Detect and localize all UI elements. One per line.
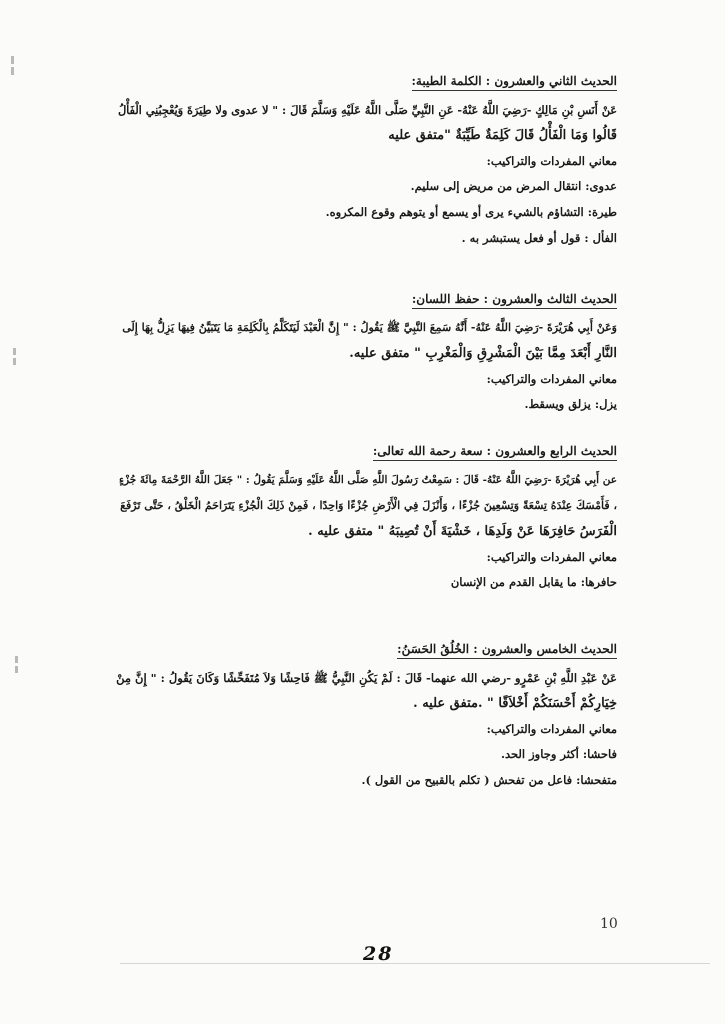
hadith-24-heading: الحديث الرابع والعشرون : سعة رحمة الله تعالى: — [373, 444, 617, 461]
hadith-23-line-2: النَّارِ أَبْعَدَ مِمَّا بَيْنَ الْمَشْرِقِ وَالْمَغْرِبِ " متفق عليه. — [349, 346, 617, 361]
hadith-22-definition-1: عدوى: انتقال المرض من مريض إلى سليم. — [410, 179, 617, 193]
hadith-24-section — [112, 440, 617, 595]
handwritten-page-number: 28 — [363, 943, 394, 965]
hadith-25-line-2: خِيَارِكُمْ أَحْسَنَكُمْ أَخْلاَقًا " .متفق عليه . — [413, 696, 617, 711]
hadith-24-line-2: ، فَأَمْسَكَ عِنْدَهُ تِسْعَةً وَتِسْعِينَ جُزْءًا ، وَأَنْزَلَ فِي الْأَرْضِ جُزْءًا وَاحِدًا ، فَمِنْ ذَلِكَ الْجُزْءِ يَتَرَاحَمُ الْخَلْقُ ، حَتَّى تَرْفَعَ — [120, 499, 617, 512]
hadith-25-definition-2: متفحشا: فاعل من تفحش ( تكلم بالقبيح من القول ). — [361, 773, 617, 787]
hadith-24-line-1: عن أَبِي هُرَيْرَةَ -رَضِيَ اللَّهُ عَنْهُ- قَالَ : سَمِعْتُ رَسُولَ اللَّهِ صَلَّى اللَّهُ عَلَيْهِ وَسَلَّمَ يَقُولُ : " جَعَلَ اللَّهُ الرَّحْمَةَ مِائَةَ جُزْءٍ — [119, 474, 617, 486]
binder-hole-mark — [15, 666, 18, 673]
hadith-25-vocab-heading: معاني المفردات والتراكيب: — [486, 722, 617, 736]
hadith-22-line-2: قَالُوا وَمَا الْفَأْلُ قَالَ كَلِمَةٌ طَيِّبَةٌ "متفق عليه — [388, 128, 617, 143]
hadith-25-heading: الحديث الخامس والعشرون : الخُلُقُ الحَسَنُ: — [397, 642, 617, 659]
hadith-23-definition-1: يزل: يزلق ويسقط. — [524, 397, 617, 411]
binder-hole-mark — [11, 56, 14, 64]
scan-edge-line — [120, 963, 710, 964]
hadith-24-definition-1: حافرها: ما يقابل القدم من الإنسان — [450, 575, 617, 589]
hadith-24-line-3: الْفَرَسُ حَافِرَهَا عَنْ وَلَدِهَا ، خَشْيَةَ أَنْ تُصِيبَهُ " متفق عليه . — [308, 524, 617, 539]
hadith-25-definition-1: فاحشا: أكثر وجاوز الحد. — [500, 747, 617, 761]
hadith-22-vocab-heading: معاني المفردات والتراكيب: — [486, 154, 617, 168]
hadith-24-vocab-heading: معاني المفردات والتراكيب: — [486, 550, 617, 564]
hadith-23-section — [112, 288, 617, 417]
page-number: 10 — [600, 916, 618, 932]
hadith-23-heading: الحديث الثالث والعشرون : حفظ اللسان: — [412, 292, 617, 309]
binder-hole-mark — [11, 67, 14, 75]
hadith-22-heading: الحديث الثاني والعشرون : الكلمة الطيبة: — [412, 74, 618, 91]
hadith-22-definition-2: طيرة: التشاؤم بالشيء يرى أو يسمع أو يتوهم وقوع المكروه. — [325, 205, 617, 219]
hadith-22-line-1: عَنْ أَنَسِ بْنِ مَالِكٍ -رَضِيَ اللَّهُ عَنْهُ- عَنِ النَّبِيِّ صَلَّى اللَّهُ عَلَيْهِ وَسَلَّمَ قَالَ : " لا عدوى ولا طِيَرَةَ وَيُعْجِبُنِي الْفَأْلُ — [117, 103, 617, 117]
hadith-22-definition-3: الفأل : قول أو فعل يستبشر به . — [461, 231, 617, 245]
binder-hole-mark — [13, 348, 16, 355]
binder-hole-mark — [13, 358, 16, 365]
hadith-25-section — [112, 638, 617, 793]
binder-hole-mark — [15, 656, 18, 663]
hadith-23-vocab-heading: معاني المفردات والتراكيب: — [486, 372, 617, 386]
hadith-22-section — [112, 70, 617, 251]
hadith-23-line-1: وَعَنْ أَبِي هُرَيْرَةَ -رَضِيَ اللَّهُ عَنْهُ- أَنَّهُ سَمِعَ النَّبِيَّ ﷺ يَقُولُ : " إِنَّ الْعَبْدَ لَيَتَكَلَّمُ بِالْكَلِمَةِ مَا يَتَبَيَّنُ فِيهَا يَزِلُّ بِهَا إِلَى — [122, 321, 617, 334]
hadith-25-line-1: عَنْ عَبْدِ اللَّهِ بْنِ عَمْرٍو -رضي الله عنهما- قَالَ : لَمْ يَكُنِ النَّبِيُّ ﷺ فَاحِشًا وَلاَ مُتَفَحِّشًا وَكَانَ يَقُولُ : " إِنَّ مِنْ — [116, 671, 617, 685]
